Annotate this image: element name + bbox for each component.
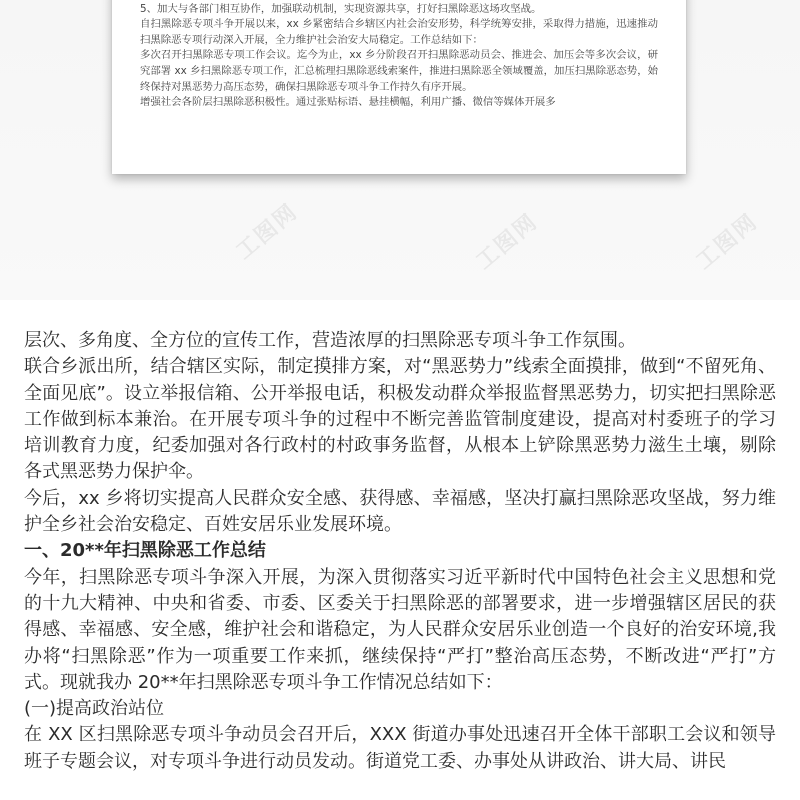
section-heading: 一、20**年扫黑除恶工作总结 [24,540,266,562]
body-paragraph: 层次、多角度、全方位的宣传工作，营造浓厚的扫黑除恶专项斗争工作氛围。 [24,330,636,351]
preview-line: 多次召开扫黑除恶专项工作会议。迄今为止，xx 乡分阶段召开扫黑除恶动员会、推进会、加压会等多次会议，研究部署 xx 乡扫黑除恶专项工作，汇总梳理扫黑除恶线索案件，推进扫黑除恶全领域覆盖，加压扫黑除恶态势，始终保持对黑恶势力高压态势，确保扫黑除恶专项斗争工作持久有序开展。 [140,49,658,93]
body-paragraph: 在 XX 区扫黑除恶专项斗争动员会召开后，XXX 街道办事处迅速召开全体干部职工会议和领导班子专题会议，对专项斗争进行动员发动。街道党工委、办事处从讲政治、讲大局、讲民 [24,724,776,772]
preview-line: 增强社会各阶层扫黑除恶积极性。通过张贴标语、悬挂横幅，利用广播、微信等媒体开展多 [140,96,556,109]
body-paragraph: 今后，xx 乡将切实提高人民群众安全感、获得感、幸福感，坚决打赢扫黑除恶攻坚战，努力维护全乡社会治安稳定、百姓安居乐业发展环境。 [24,487,776,536]
preview-line: 5、加大与各部门相互协作，加强联动机制，实现资源共享，打好扫黑除恶这场攻坚战。 [140,2,542,15]
document-body [24,328,776,775]
subsection-heading: (一)提高政治站位 [24,698,165,720]
body-paragraph: 联合乡派出所，结合辖区实际，制定摸排方案，对“黑恶势力”线索全面摸排，做到“不留死角、全面见底”。设立举报信箱、公开举报电话，积极发动群众举报监督黑恶势力，切实把扫黑除恶工作做到标本兼治。在开展专项斗争的过程中不断完善监管制度建设，提高对村委班子的学习培训教育力度，纪委加强对各行政村的村政事务监督，从根本上铲除黑恶势力滋生土壤，剔除各式黑恶势力保护伞。 [24,356,776,483]
preview-line: 自扫黑除恶专项斗争开展以来，xx 乡紧密结合乡辖区内社会治安形势，科学统筹安排，采取得力措施，迅速推动扫黑除恶专项行动深入开展，全力维护社会治安大局稳定。工作总结如下： [140,18,658,46]
document-preview-card [112,0,686,174]
body-paragraph: 今年，扫黑除恶专项斗争深入开展，为深入贯彻落实习近平新时代中国特色社会主义思想和党的十九大精神、中央和省委、市委、区委关于扫黑除恶的部署要求，进一步增强辖区居民的获得感、幸福感、安全感，维护社会和谐稳定，为人民群众安居乐业创造一个良好的治安环境,我办将“扫黑除恶”作为一项重要工作来抓，继续保持“严打”整治高压态势，不断改进“严打”方式。现就我办 20**年扫黑除恶专项斗争工作情况总结如下： [24,566,776,693]
